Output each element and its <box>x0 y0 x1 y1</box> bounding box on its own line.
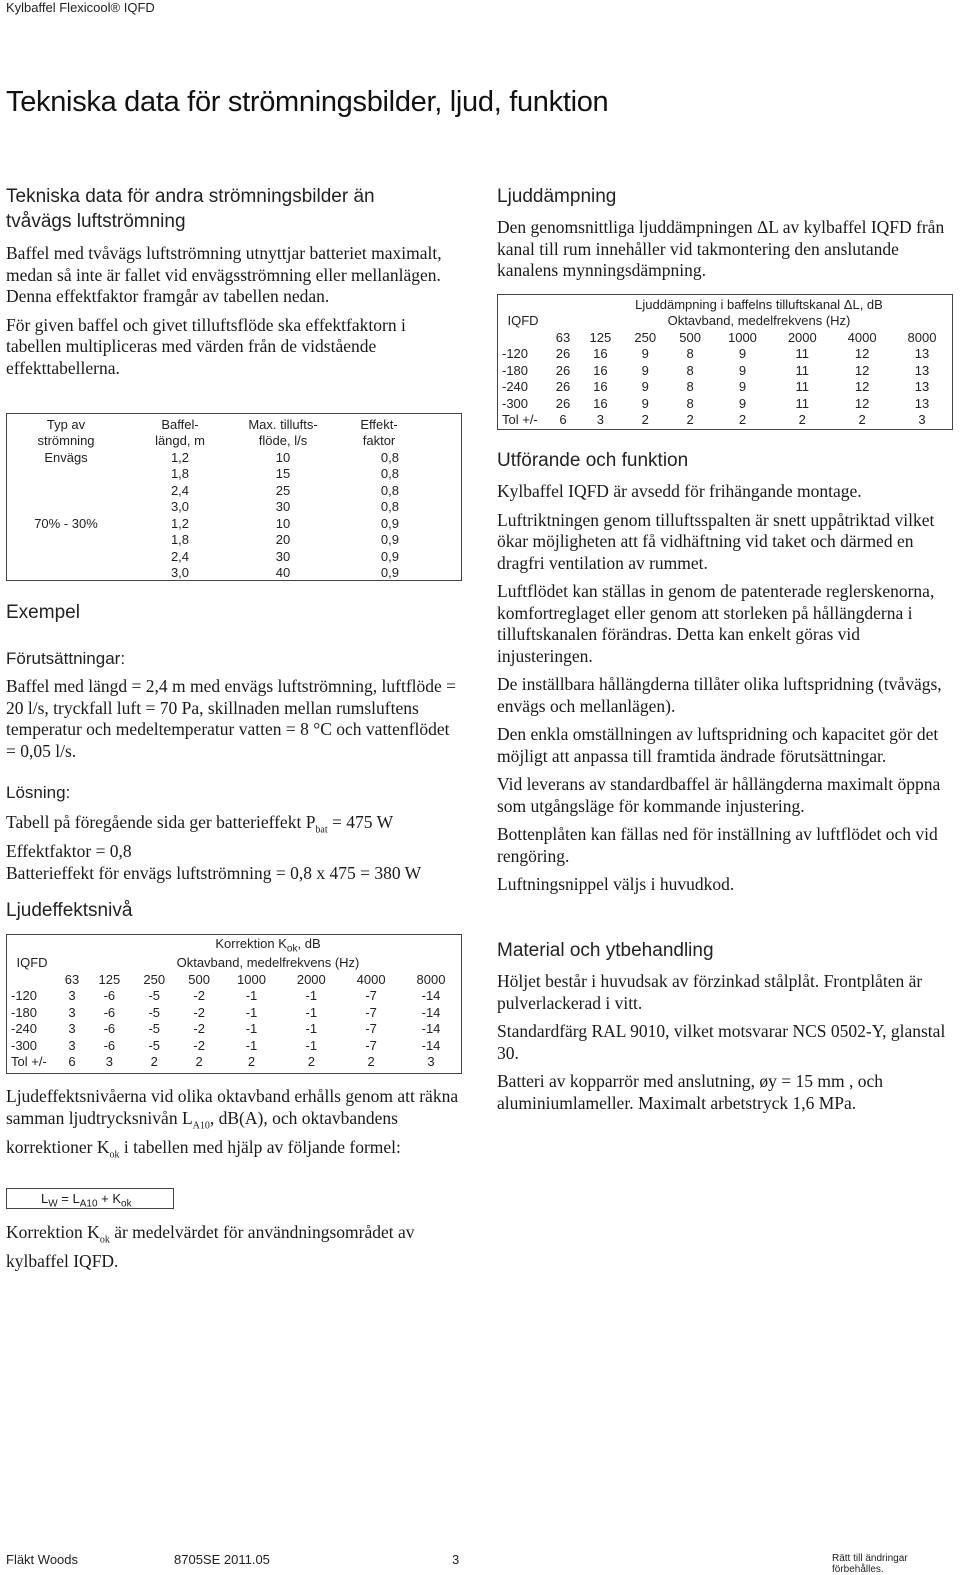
table-row <box>7 565 427 582</box>
table-cell: -6 <box>103 988 116 1004</box>
frequency-header: 8000 <box>416 971 446 987</box>
table-cell: Baffel- <box>161 416 199 432</box>
row-label: -180 <box>11 1004 38 1020</box>
table-cell: 0,8 <box>380 499 399 515</box>
material-text <box>497 971 952 1121</box>
table-cell: 0,9 <box>380 532 399 548</box>
document-header: Kylbaffel Flexicool® IQFD <box>6 0 155 15</box>
table-cell: 12 <box>854 395 870 411</box>
table-cell: 3 <box>105 1054 113 1070</box>
table-cell <box>7 482 125 499</box>
table-row <box>7 433 427 450</box>
table-cell: 2 <box>150 1054 158 1070</box>
table-cell: 1,8 <box>170 532 190 548</box>
table-cell: 1,2 <box>170 449 190 465</box>
table-cell: 0,8 <box>380 466 399 482</box>
frequency-header: 1000 <box>727 329 757 345</box>
table-cell: 2,4 <box>170 482 190 498</box>
table-row <box>7 532 427 549</box>
table-cell: 2 <box>798 412 806 428</box>
table-cell: -14 <box>421 1037 441 1053</box>
table-cell: flöde, l/s <box>258 433 308 449</box>
sound-power-heading: Ljudeffektsnivå <box>6 900 133 921</box>
table-cell: 3 <box>68 1004 76 1020</box>
table-cell: 3 <box>918 412 926 428</box>
table-row <box>7 449 427 466</box>
table-cell: 12 <box>854 362 870 378</box>
table-row <box>7 515 427 532</box>
frequency-header: 63 <box>64 971 80 987</box>
table-cell: -2 <box>193 1004 205 1020</box>
table-row <box>7 1037 461 1054</box>
table-cell: -1 <box>305 1021 318 1037</box>
table-cell: 25 <box>275 482 291 498</box>
effect-factor-table <box>7 416 427 581</box>
table-cell: 20 <box>275 532 291 548</box>
table-cell: 2 <box>686 412 694 428</box>
table-cell: 11 <box>795 395 810 411</box>
table-cell: Typ av <box>46 416 86 432</box>
table-cell: 3 <box>68 1037 76 1053</box>
table-cell: -14 <box>421 988 441 1004</box>
attenuation-table: Ljuddämpning i baffelns tilluftskanal ΔL, dB IQFD Oktavband, medelfrekvens (Hz) 63 125 250 500 1000 2000 4000 8000 -120 26 16 9 8 9 11 12 13 -180 26 16 9 8 9 11 12 13 -240 26 16 9 8 9 11 12 13 -300 26 16 9 8 9 11 12 13 Tol +/- 6 3 2 2 2 2 2 3 <box>498 296 952 428</box>
paragraph: Luftflödet kan ställas in genom de patenterade reglerskenorna, komfortreglaget eller genom att storleken på hållängderna i tilluftskanalen förändras. Detta kan enkelt göras vid injusteringen. <box>497 581 935 666</box>
flow-paragraph-1: Baffel med tvåvägs luftströmning utnyttjar batteriet maximalt, medan så inte är fallet vid envägsströmning eller mellanlägen. Denna effektfaktor framgår av tabellen nedan. <box>6 243 442 306</box>
paragraph: De inställbara hållängderna tillåter olika luftspridning (tvåvägs, envägs och mellanlägen). <box>497 674 942 716</box>
table-cell: 2 <box>738 412 747 428</box>
table-cell: 10 <box>275 449 291 465</box>
table-row <box>7 1021 461 1038</box>
paragraph: Batteri av kopparrör med anslutning, øy = 15 mm , och aluminiumlameller. Maximalt arbetstryck 1,6 MPa. <box>497 1071 884 1113</box>
row-label: -120 <box>11 988 38 1004</box>
attenuation-table-box <box>497 294 953 430</box>
table-cell: 13 <box>914 362 930 378</box>
table-row <box>7 988 461 1005</box>
table-cell: 26 <box>555 346 571 362</box>
table-cell: 2,4 <box>170 548 190 564</box>
footer-company: Fläkt Woods <box>6 1552 79 1567</box>
table-cell: 0,8 <box>380 449 399 465</box>
table-cell: -1 <box>245 1004 258 1020</box>
table-cell: 9 <box>641 379 649 395</box>
table-cell: -1 <box>305 1037 318 1053</box>
table-cell: Max. tillufts- <box>248 416 318 432</box>
frequency-header: 2000 <box>296 971 326 987</box>
table-cell <box>7 548 125 565</box>
table-cell: 12 <box>854 379 870 395</box>
paragraph: Standardfärg RAL 9010, vilket motsvarar NCS 0502-Y, glanstal 30. <box>497 1021 946 1063</box>
row-label: -240 <box>502 379 529 395</box>
table-cell: 3 <box>596 412 604 428</box>
row-label: -180 <box>502 362 529 378</box>
table-header-row <box>498 329 952 346</box>
table-cell: 8 <box>686 379 694 395</box>
table-row <box>498 346 952 363</box>
section-heading-flow: Tekniska data för andra strömningsbilder än tvåvägs luftströmning <box>6 186 375 232</box>
table-cell: 2 <box>307 1054 315 1070</box>
table-cell: 16 <box>593 346 608 362</box>
table-cell: -7 <box>365 1004 377 1020</box>
table-cell: 11 <box>795 379 810 395</box>
sound-power-text: Ljudeffektsnivåerna vid olika oktavband erhålls genom att räkna samman ljudtrycksnivån $L_{A10}$, dB(A), och oktavbandens korrektioner $K_{ok}$ i tabellen med hjälp av följande formel: <box>6 1086 459 1160</box>
table-cell: -1 <box>245 988 258 1004</box>
flow-text <box>6 243 461 386</box>
row-label: -240 <box>11 1021 38 1037</box>
table-cell: -6 <box>103 1021 116 1037</box>
table-cell: -5 <box>148 1021 161 1037</box>
footer-page-number: 3 <box>452 1552 460 1567</box>
table-row <box>7 499 427 516</box>
sound-attenuation-heading: Ljuddämpning <box>497 186 617 207</box>
table-row <box>498 395 952 412</box>
table-cell: -2 <box>193 1037 205 1053</box>
table-cell: 8 <box>686 346 694 362</box>
table-cell: 1,8 <box>170 466 190 482</box>
frequency-header: 500 <box>679 329 701 345</box>
table-cell: -1 <box>245 1021 258 1037</box>
table-cell: 70% - 30% <box>34 515 98 531</box>
table-cell <box>7 499 125 516</box>
paragraph: Kylbaffel IQFD är avsedd för frihängande montage. <box>497 481 862 501</box>
frequency-header: 63 <box>555 329 571 345</box>
frequency-header: 4000 <box>356 971 386 987</box>
table-cell: Envägs <box>44 449 88 465</box>
page-title: Tekniska data för strömningsbilder, ljud, funktion <box>6 86 609 118</box>
table-cell: 9 <box>641 362 649 378</box>
table-row <box>7 482 427 499</box>
table-cell <box>7 532 125 549</box>
table-cell: 3,0 <box>170 499 190 515</box>
table-cell: -7 <box>365 1037 377 1053</box>
table-cell: 9 <box>738 379 747 395</box>
table-cell: 6 <box>559 412 567 428</box>
table-cell: 30 <box>275 548 291 564</box>
frequency-header: 250 <box>634 329 657 345</box>
frequency-header: 8000 <box>907 329 937 345</box>
row-label: -120 <box>502 346 529 362</box>
paragraph: Luftningsnippel väljs i huvudkod. <box>497 874 735 894</box>
row-label: Tol +/- <box>502 412 538 428</box>
table-cell: Effekt- <box>360 416 398 432</box>
frequency-header: 1000 <box>237 971 266 987</box>
table-cell: -1 <box>305 988 318 1004</box>
table-cell: 9 <box>738 346 747 362</box>
table-cell: -6 <box>103 1004 116 1020</box>
table-header-row <box>7 971 461 988</box>
table-cell: 0,9 <box>380 548 399 564</box>
table-cell: 15 <box>275 466 291 482</box>
paragraph: Den enkla omställningen av luftspridning och kapacitet gör det möjligt att anpassa till framtida ändrade förutsättningar. <box>497 724 939 766</box>
frequency-header: 125 <box>98 971 121 987</box>
design-function-heading: Utförande och funktion <box>497 450 689 471</box>
table-cell: 8 <box>686 395 694 411</box>
prerequisites-text: Baffel med längd = 2,4 m med envägs luftströmning, luftflöde = 20 l/s, tryckfall luft = 70 Pa, skillnaden mellan rumsluftens temperatur och medeltemperatur vatten = 8 °C och vattenflödet = 0,05 l/s. <box>6 676 457 761</box>
table-cell: -14 <box>421 1004 441 1020</box>
table-cell: 10 <box>275 515 291 531</box>
example-heading: Exempel <box>6 602 80 623</box>
table-cell: 2 <box>247 1054 256 1070</box>
formula-box: $L_W = L_{A10} + K_{ok}$ <box>6 1188 174 1209</box>
correction-note: Korrektion $K_{ok}$ är medelvärdet för användningsområdet av kylbaffel IQFD. <box>6 1222 415 1271</box>
table-cell: strömning <box>37 433 95 449</box>
table-cell: 30 <box>275 499 291 515</box>
table-cell <box>7 565 125 582</box>
table-cell: 26 <box>555 362 571 378</box>
footer-code: 8705SE 2011.05 <box>174 1552 270 1567</box>
frequency-header: 2000 <box>787 329 817 345</box>
table-cell: 0,8 <box>380 482 399 498</box>
table-cell <box>7 466 125 483</box>
table-cell: -5 <box>148 988 161 1004</box>
table-cell: 9 <box>738 362 747 378</box>
table-cell: 16 <box>593 379 608 395</box>
table-cell: 9 <box>738 395 747 411</box>
table-cell: 26 <box>555 379 571 395</box>
table-cell: 16 <box>593 395 608 411</box>
table-cell: -2 <box>193 988 205 1004</box>
material-heading: Material och ytbehandling <box>497 940 714 961</box>
table-cell: -14 <box>421 1021 441 1037</box>
flow-paragraph-2: För given baffel och givet tilluftsflöde ska effektfaktorn i tabellen multipliceras med värden från de vidstående effekttabellerna. <box>6 314 406 378</box>
paragraph: Bottenplåten kan fällas ned för inställning av luftflödet och vid rengöring. <box>497 824 938 866</box>
table-row <box>7 466 427 483</box>
paragraph: Vid leverans av standardbaffel är hållängderna maximalt öppna som utgångsläge för kommande injustering. <box>497 774 941 816</box>
table-row <box>498 362 952 379</box>
paragraph: Luftriktningen genom tilluftsspalten är snett uppåtriktad vilket ökar möjligheten att få vidhäftning vid taket och därmed en dragfri ventilation av rummet. <box>497 509 935 573</box>
frequency-header: 125 <box>589 329 612 345</box>
table-cell: -5 <box>148 1004 161 1020</box>
table-cell: -7 <box>365 1021 377 1037</box>
table-cell: 3 <box>68 988 76 1004</box>
table-row <box>7 1054 461 1071</box>
solution-text: Tabell på föregående sida ger batterieffekt $P_{bat} = 475$ W Effektfaktor = 0,8 Batterieffekt för envägs luftströmning = 0,8 x 475 = 380 W <box>6 812 422 883</box>
table-cell: 2 <box>858 412 866 428</box>
table-cell: 1,2 <box>170 515 190 531</box>
table-cell: 13 <box>914 395 930 411</box>
frequency-header: 500 <box>188 971 210 987</box>
table-row <box>7 416 427 433</box>
row-label: -300 <box>11 1037 38 1053</box>
table-cell: -1 <box>305 1004 318 1020</box>
table-cell: 0,9 <box>380 515 399 531</box>
table-cell: 13 <box>914 346 930 362</box>
correction-table: Korrektion $K_{ok}$, dB IQFD Oktavband, medelfrekvens (Hz) 63 125 250 500 1000 2000 4000 8000 -120 3 -6 -5 -2 -1 -1 -7 -14 -180 3 -6 -5 -2 -1 -1 -7 -14 -240 3 -6 -5 -2 -1 -1 -7 -14 -300 3 -6 -5 -2 -1 -1 -7 -14 Tol +/- 6 3 2 2 2 2 2 3 <box>7 936 461 1070</box>
paragraph: Höljet består i huvudsak av förzinkad stålplåt. Frontplåten är pulverlackerad i vitt. <box>497 971 923 1013</box>
table-cell: 13 <box>914 379 930 395</box>
row-label: Tol +/- <box>11 1054 47 1070</box>
frequency-header: 250 <box>143 971 166 987</box>
table-cell: 3 <box>68 1021 76 1037</box>
table-row <box>7 1004 461 1021</box>
table-cell: 8 <box>686 362 694 378</box>
table-cell: 2 <box>641 412 649 428</box>
sound-attenuation-text: Den genomsnittliga ljuddämpningen ΔL av kylbaffel IQFD från kanal till rum innehåller vid takmontering den anslutande kanalens mynningsdämpning. <box>497 217 945 280</box>
table-row <box>498 412 952 429</box>
table-cell: 2 <box>195 1054 203 1070</box>
table-row <box>7 548 427 565</box>
correction-table-box <box>6 934 462 1074</box>
table-cell: 9 <box>641 346 649 362</box>
table-cell: 16 <box>593 362 608 378</box>
table-cell: 9 <box>641 395 649 411</box>
prerequisites-heading: Förutsättningar: <box>6 649 126 668</box>
table-cell: -1 <box>245 1037 258 1053</box>
design-function-text <box>497 481 952 903</box>
table-cell: -2 <box>193 1021 205 1037</box>
table-cell: faktor <box>362 433 396 449</box>
table-cell: 40 <box>275 565 291 581</box>
table-cell: 11 <box>795 346 810 362</box>
table-cell: -6 <box>103 1037 116 1053</box>
table-cell: 0,9 <box>380 565 399 581</box>
table-row <box>498 379 952 396</box>
table-cell: -5 <box>148 1037 161 1053</box>
table-cell: -7 <box>365 988 377 1004</box>
frequency-header: 4000 <box>847 329 877 345</box>
table-cell: 26 <box>555 395 571 411</box>
table-cell: 3 <box>427 1054 435 1070</box>
table-cell: 12 <box>854 346 870 362</box>
table-cell: 2 <box>367 1054 375 1070</box>
table-cell: 6 <box>68 1054 76 1070</box>
table-cell: 11 <box>795 362 810 378</box>
footer-note: Rätt till ändringar förbehålles. <box>832 1553 908 1575</box>
effect-factor-table-box <box>6 413 462 581</box>
row-label: -300 <box>502 395 529 411</box>
table-cell: längd, m <box>155 433 205 449</box>
table-cell: 3,0 <box>170 565 190 581</box>
solution-heading: Lösning: <box>6 783 71 802</box>
